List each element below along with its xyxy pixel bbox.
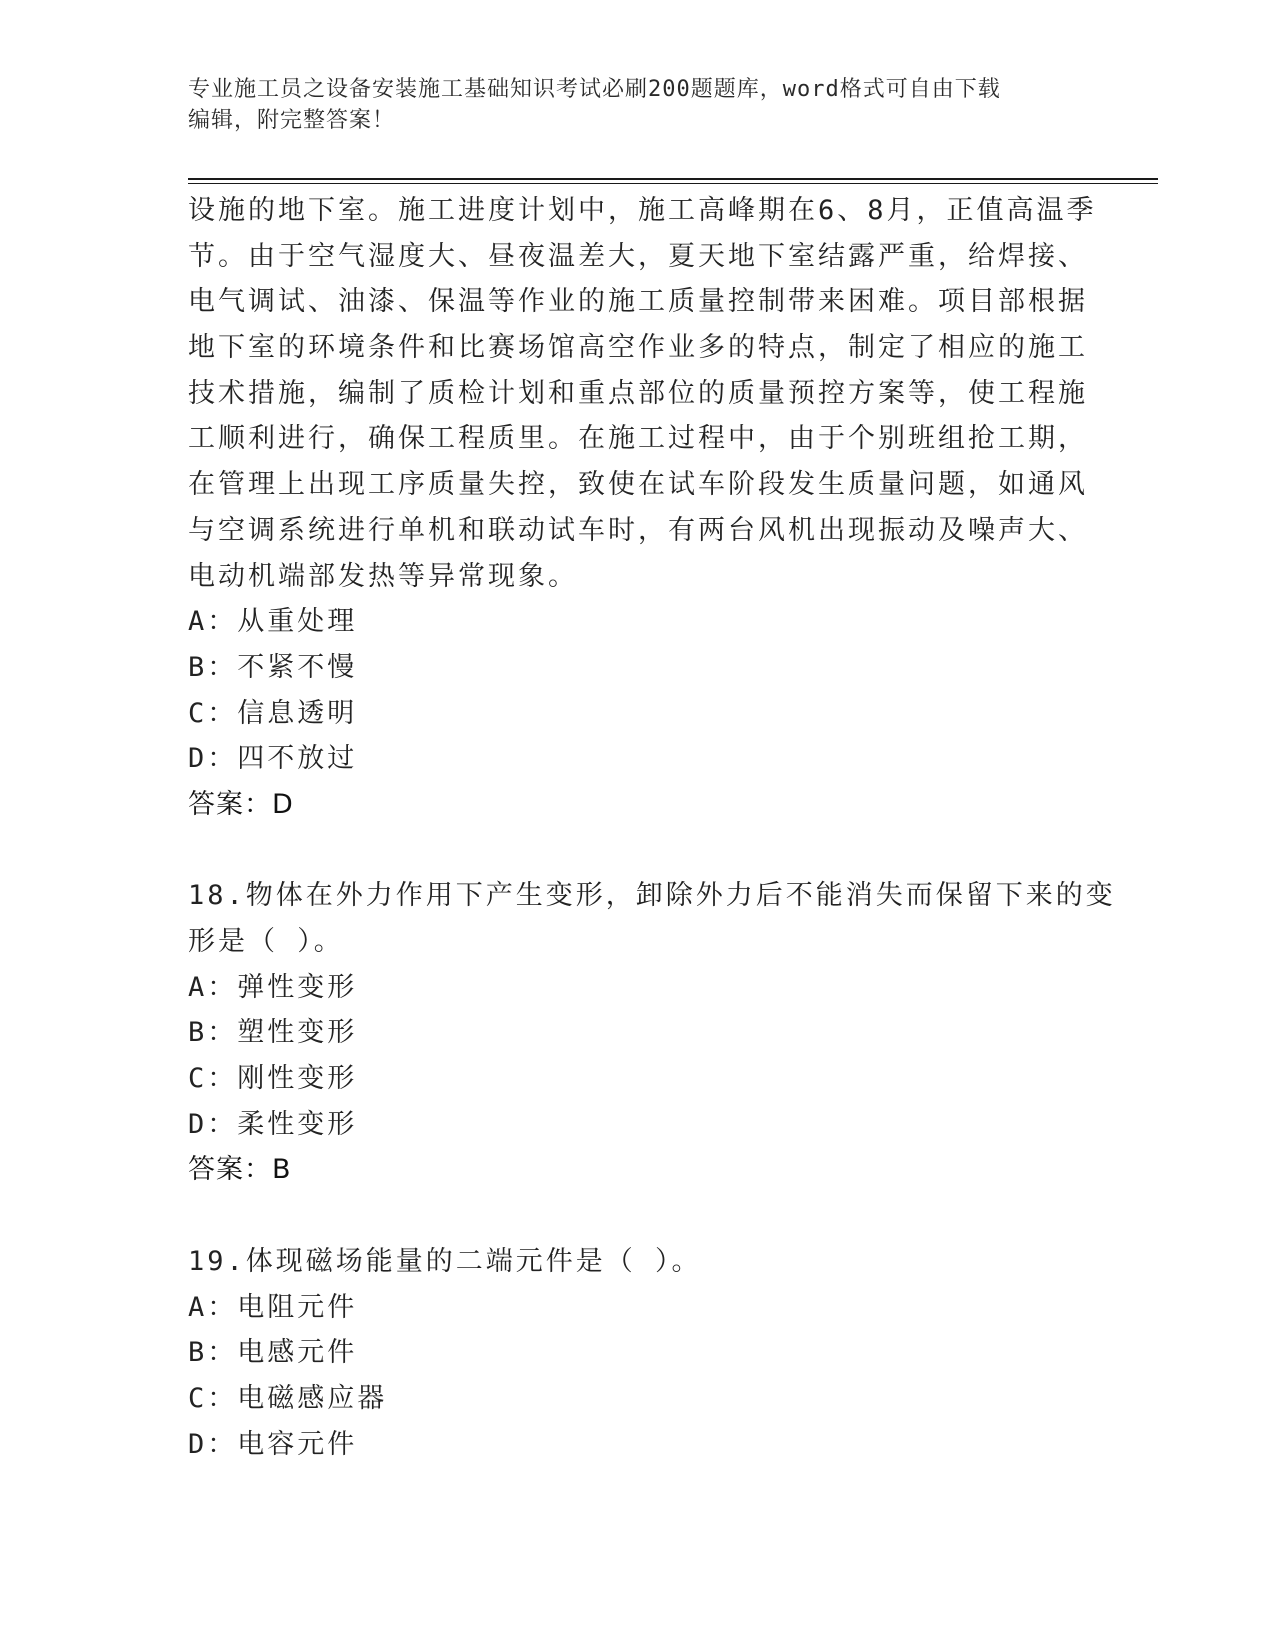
option-text: 电感元件 [237,1337,358,1369]
question-text-line: 电动机端部发热等异常现象。 [188,560,578,592]
question-text-line: 与空调系统进行单机和联动试车时，有两台风机出现振动及噪声大、 [188,514,1088,546]
option-text: 信息透明 [237,697,358,729]
option-key: B： [188,651,238,683]
option-a [188,1285,1088,1331]
question-17-continuation [188,188,1097,828]
document-body [188,188,1116,1467]
option-key: A： [188,971,238,1003]
question-19 [188,1239,1088,1467]
option-d [188,736,1088,782]
option-text: 从重处理 [237,606,358,638]
option-key: D： [188,1428,238,1460]
answer-line: 答案：B [188,1154,292,1186]
option-key: D： [188,1108,238,1140]
option-d [188,1422,1088,1468]
question-text-line: 节。由于空气湿度大、昼夜温差大，夏天地下室结露严重，给焊接、 [188,240,1088,272]
spacer [188,828,1088,874]
option-key: A： [188,606,238,638]
option-b [188,645,1088,691]
question-text-line: 地下室的环境条件和比赛场馆高空作业多的特点，制定了相应的施工 [188,332,1088,364]
page-header [188,74,1068,136]
option-text: 电容元件 [237,1428,358,1460]
header-rule-thick [188,178,1158,180]
header-rule-thin [188,183,1158,184]
option-c [188,1056,1088,1102]
answer-line: 答案：D [188,788,294,820]
option-text: 不紧不慢 [237,651,358,683]
option-text: 电阻元件 [237,1291,358,1323]
question-text-line: 电气调试、油漆、保温等作业的施工质量控制带来困难。项目部根据 [188,286,1088,318]
spacer [188,1193,1088,1239]
option-a [188,599,1088,645]
question-text-line: 工顺利进行，确保工程质里。在施工过程中，由于个别班组抢工期， [188,423,1088,455]
question-text-line: 18.物体在外力作用下产生变形，卸除外力后不能消失而保留下来的变 [188,880,1116,912]
question-text-line: 技术措施，编制了质检计划和重点部位的质量预控方案等，使工程施 [188,377,1088,409]
option-c [188,1376,1088,1422]
question-text-line: 形是（ ）。 [188,926,344,957]
question-text-line: 设施的地下室。施工进度计划中，施工高峰期在6、8月，正值高温季 [188,195,1097,226]
question-18 [188,873,1116,1193]
header-title-line-2: 编辑，附完整答案！ [188,108,396,133]
option-key: C： [188,1063,238,1095]
option-key: C： [188,697,238,729]
option-b [188,1010,1088,1056]
option-c [188,691,1088,737]
question-text-line: 在管理上出现工序质量失控，致使在试车阶段发生质量问题，如通风 [188,469,1088,501]
header-title-line-1: 专业施工员之设备安装施工基础知识考试必刷200题题库，word格式可自由下载 [188,77,1001,102]
option-key: B： [188,1337,238,1369]
option-b [188,1330,1088,1376]
option-text: 刚性变形 [237,1063,358,1095]
option-key: A： [188,1291,238,1323]
option-text: 电磁感应器 [237,1382,388,1414]
option-text: 柔性变形 [237,1108,358,1140]
option-key: D： [188,743,238,775]
option-d [188,1102,1088,1148]
option-key: B： [188,1017,238,1049]
option-key: C： [188,1382,238,1414]
option-text: 四不放过 [237,743,358,775]
option-text: 弹性变形 [237,971,358,1003]
option-text: 塑性变形 [237,1017,358,1049]
question-text-line: 19.体现磁场能量的二端元件是（ ）。 [188,1245,702,1277]
option-a [188,965,1088,1011]
